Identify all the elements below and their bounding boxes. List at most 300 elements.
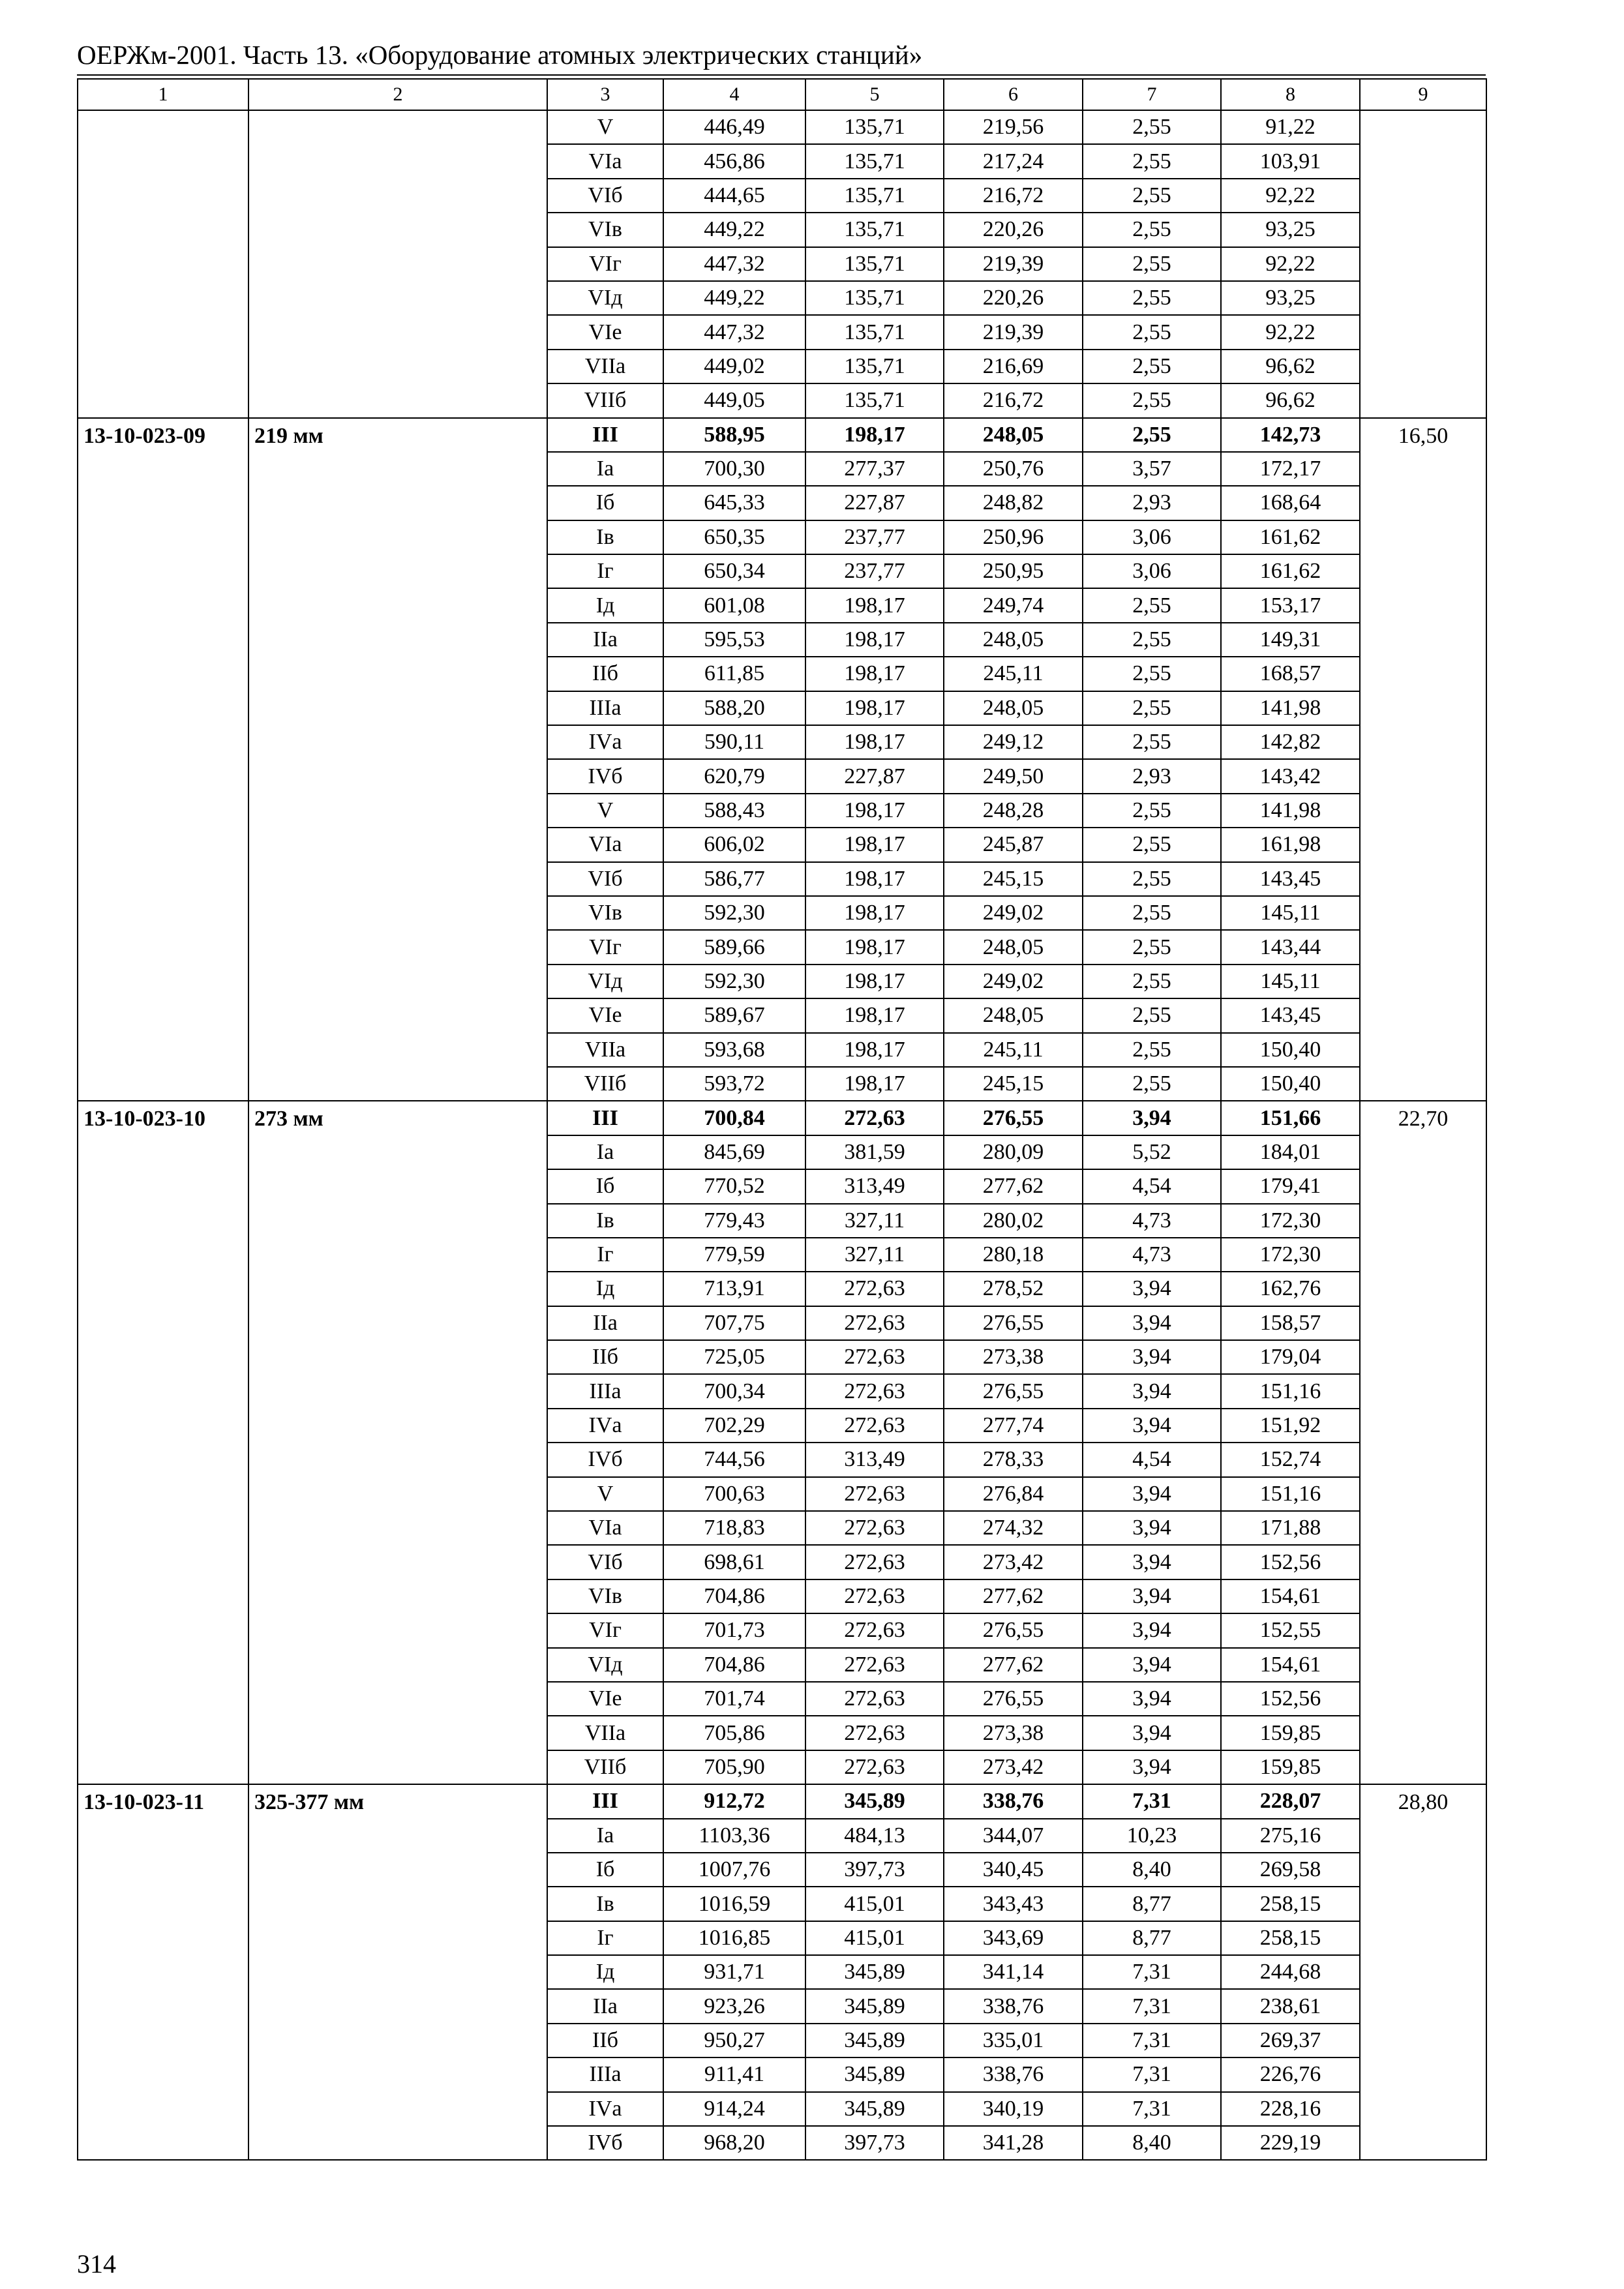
zone-cell: V xyxy=(547,110,663,144)
value-cell: 277,62 xyxy=(944,1579,1083,1613)
value-cell: 415,01 xyxy=(805,1887,944,1921)
zone-cell: IIIа xyxy=(547,1374,663,1408)
value-cell: 1007,76 xyxy=(663,1853,805,1887)
value-cell: 700,84 xyxy=(663,1101,805,1135)
document-title: ОЕРЖм-2001. Часть 13. «Оборудование атомных электрических станций» xyxy=(77,40,923,70)
value-cell: 141,98 xyxy=(1221,691,1360,725)
zone-cell: VIа xyxy=(547,1511,663,1545)
value-cell: 2,55 xyxy=(1083,383,1221,417)
value-cell: 152,74 xyxy=(1221,1443,1360,1476)
value-cell: 950,27 xyxy=(663,2024,805,2057)
value-cell: 3,94 xyxy=(1083,1511,1221,1545)
value-cell: 1016,85 xyxy=(663,1921,805,1955)
value-cell: 219,56 xyxy=(944,110,1083,144)
value-cell: 345,89 xyxy=(805,2057,944,2091)
zone-cell: VIIа xyxy=(547,350,663,383)
value-cell: 779,43 xyxy=(663,1204,805,1238)
header-rule-thick xyxy=(77,74,1486,76)
value-cell: 245,15 xyxy=(944,1067,1083,1101)
value-cell: 2,55 xyxy=(1083,281,1221,315)
value-cell: 345,89 xyxy=(805,2024,944,2057)
value-cell: 704,86 xyxy=(663,1579,805,1613)
item-name-cell: 219 мм xyxy=(248,418,547,1101)
value-cell: 145,11 xyxy=(1221,896,1360,930)
value-cell: 92,22 xyxy=(1221,179,1360,213)
value-cell: 159,85 xyxy=(1221,1716,1360,1750)
value-cell: 725,05 xyxy=(663,1340,805,1374)
value-cell: 238,61 xyxy=(1221,1989,1360,2023)
value-cell: 340,19 xyxy=(944,2092,1083,2126)
zone-cell: VIг xyxy=(547,1613,663,1647)
value-cell: 237,77 xyxy=(805,554,944,588)
value-cell: 272,63 xyxy=(805,1716,944,1750)
value-cell: 713,91 xyxy=(663,1272,805,1306)
value-cell: 248,05 xyxy=(944,623,1083,657)
value-cell: 198,17 xyxy=(805,1067,944,1101)
value-cell: 92,22 xyxy=(1221,315,1360,349)
value-cell: 8,40 xyxy=(1083,1853,1221,1887)
value-cell: 327,11 xyxy=(805,1238,944,1272)
value-cell: 345,89 xyxy=(805,1989,944,2023)
value-cell: 588,43 xyxy=(663,794,805,828)
zone-cell: Iа xyxy=(547,452,663,486)
value-cell: 172,17 xyxy=(1221,452,1360,486)
zone-cell: Iг xyxy=(547,1921,663,1955)
value-cell: 447,32 xyxy=(663,315,805,349)
value-cell: 198,17 xyxy=(805,725,944,759)
value-cell: 272,63 xyxy=(805,1272,944,1306)
value-cell: 96,62 xyxy=(1221,383,1360,417)
column-number: 3 xyxy=(547,79,663,110)
column-number: 5 xyxy=(805,79,944,110)
col9-cell xyxy=(1360,110,1486,418)
value-cell: 152,56 xyxy=(1221,1545,1360,1579)
value-cell: 93,25 xyxy=(1221,281,1360,315)
table-row xyxy=(78,1101,1486,1135)
zone-cell: VIд xyxy=(547,965,663,998)
value-cell: 2,55 xyxy=(1083,350,1221,383)
table-row xyxy=(78,110,1486,144)
value-cell: 227,87 xyxy=(805,759,944,793)
value-cell: 216,72 xyxy=(944,179,1083,213)
zone-cell: VIг xyxy=(547,930,663,964)
value-cell: 2,55 xyxy=(1083,657,1221,691)
value-cell: 335,01 xyxy=(944,2024,1083,2057)
value-cell: 198,17 xyxy=(805,691,944,725)
value-cell: 245,87 xyxy=(944,828,1083,861)
value-cell: 3,94 xyxy=(1083,1579,1221,1613)
value-cell: 135,71 xyxy=(805,350,944,383)
zone-cell: IIа xyxy=(547,1989,663,2023)
value-cell: 456,86 xyxy=(663,144,805,178)
item-code-cell: 13-10-023-10 xyxy=(78,1101,248,1784)
value-cell: 702,29 xyxy=(663,1409,805,1443)
zone-cell: Iб xyxy=(547,1169,663,1203)
value-cell: 2,55 xyxy=(1083,144,1221,178)
value-cell: 276,55 xyxy=(944,1682,1083,1716)
value-cell: 276,55 xyxy=(944,1306,1083,1340)
value-cell: 249,50 xyxy=(944,759,1083,793)
value-cell: 278,33 xyxy=(944,1443,1083,1476)
value-cell: 10,23 xyxy=(1083,1819,1221,1853)
value-cell: 198,17 xyxy=(805,828,944,861)
item-code-cell xyxy=(78,110,248,418)
value-cell: 198,17 xyxy=(805,588,944,622)
value-cell: 7,31 xyxy=(1083,1784,1221,1818)
zone-cell: VIб xyxy=(547,1545,663,1579)
zone-cell: VIе xyxy=(547,998,663,1032)
column-number: 4 xyxy=(663,79,805,110)
value-cell: 2,55 xyxy=(1083,179,1221,213)
value-cell: 484,13 xyxy=(805,1819,944,1853)
column-number: 9 xyxy=(1360,79,1486,110)
value-cell: 272,63 xyxy=(805,1579,944,1613)
value-cell: 220,26 xyxy=(944,213,1083,247)
value-cell: 589,67 xyxy=(663,998,805,1032)
zone-cell: IIа xyxy=(547,1306,663,1340)
value-cell: 3,57 xyxy=(1083,452,1221,486)
value-cell: 3,94 xyxy=(1083,1101,1221,1135)
value-cell: 272,63 xyxy=(805,1750,944,1784)
value-cell: 276,84 xyxy=(944,1477,1083,1511)
value-cell: 103,91 xyxy=(1221,144,1360,178)
value-cell: 338,76 xyxy=(944,1784,1083,1818)
value-cell: 4,54 xyxy=(1083,1443,1221,1476)
value-cell: 611,85 xyxy=(663,657,805,691)
value-cell: 272,63 xyxy=(805,1340,944,1374)
value-cell: 344,07 xyxy=(944,1819,1083,1853)
table-row xyxy=(78,1784,1486,1818)
item-code-cell: 13-10-023-11 xyxy=(78,1784,248,2160)
value-cell: 248,05 xyxy=(944,930,1083,964)
value-cell: 272,63 xyxy=(805,1511,944,1545)
value-cell: 313,49 xyxy=(805,1169,944,1203)
value-cell: 397,73 xyxy=(805,2126,944,2160)
value-cell: 229,19 xyxy=(1221,2126,1360,2160)
value-cell: 345,89 xyxy=(805,2092,944,2126)
value-cell: 159,85 xyxy=(1221,1750,1360,1784)
value-cell: 198,17 xyxy=(805,623,944,657)
value-cell: 272,63 xyxy=(805,1374,944,1408)
page-header xyxy=(77,38,1486,79)
col9-cell: 22,70 xyxy=(1360,1101,1486,1784)
table-row xyxy=(78,418,1486,452)
value-cell: 227,87 xyxy=(805,486,944,520)
value-cell: 3,94 xyxy=(1083,1682,1221,1716)
value-cell: 3,94 xyxy=(1083,1272,1221,1306)
value-cell: 592,30 xyxy=(663,896,805,930)
value-cell: 345,89 xyxy=(805,1955,944,1989)
zone-cell: V xyxy=(547,794,663,828)
value-cell: 2,93 xyxy=(1083,759,1221,793)
value-cell: 276,55 xyxy=(944,1613,1083,1647)
value-cell: 168,57 xyxy=(1221,657,1360,691)
zone-cell: IVб xyxy=(547,2126,663,2160)
zone-cell: VIIб xyxy=(547,383,663,417)
value-cell: 248,05 xyxy=(944,418,1083,452)
value-cell: 277,74 xyxy=(944,1409,1083,1443)
value-cell: 198,17 xyxy=(805,657,944,691)
value-cell: 744,56 xyxy=(663,1443,805,1476)
zone-cell: VIIа xyxy=(547,1033,663,1067)
value-cell: 272,63 xyxy=(805,1409,944,1443)
value-cell: 273,38 xyxy=(944,1340,1083,1374)
value-cell: 154,61 xyxy=(1221,1579,1360,1613)
value-cell: 226,76 xyxy=(1221,2057,1360,2091)
value-cell: 151,92 xyxy=(1221,1409,1360,1443)
value-cell: 2,55 xyxy=(1083,691,1221,725)
value-cell: 151,66 xyxy=(1221,1101,1360,1135)
value-cell: 276,55 xyxy=(944,1374,1083,1408)
value-cell: 3,06 xyxy=(1083,554,1221,588)
value-cell: 5,52 xyxy=(1083,1135,1221,1169)
value-cell: 590,11 xyxy=(663,725,805,759)
value-cell: 2,55 xyxy=(1083,213,1221,247)
value-cell: 135,71 xyxy=(805,247,944,281)
value-cell: 2,55 xyxy=(1083,623,1221,657)
value-cell: 3,06 xyxy=(1083,520,1221,554)
value-cell: 258,15 xyxy=(1221,1921,1360,1955)
value-cell: 449,22 xyxy=(663,281,805,315)
value-cell: 198,17 xyxy=(805,418,944,452)
value-cell: 449,05 xyxy=(663,383,805,417)
value-cell: 4,73 xyxy=(1083,1204,1221,1238)
value-cell: 216,72 xyxy=(944,383,1083,417)
value-cell: 2,55 xyxy=(1083,998,1221,1032)
value-cell: 135,71 xyxy=(805,213,944,247)
value-cell: 2,55 xyxy=(1083,110,1221,144)
value-cell: 269,58 xyxy=(1221,1853,1360,1887)
value-cell: 1103,36 xyxy=(663,1819,805,1853)
value-cell: 338,76 xyxy=(944,1989,1083,2023)
zone-cell: Iв xyxy=(547,1887,663,1921)
value-cell: 92,22 xyxy=(1221,247,1360,281)
zone-cell: Iб xyxy=(547,1853,663,1887)
value-cell: 249,02 xyxy=(944,896,1083,930)
value-cell: 161,98 xyxy=(1221,828,1360,861)
value-cell: 149,31 xyxy=(1221,623,1360,657)
value-cell: 779,59 xyxy=(663,1238,805,1272)
value-cell: 968,20 xyxy=(663,2126,805,2160)
value-cell: 3,94 xyxy=(1083,1613,1221,1647)
value-cell: 278,52 xyxy=(944,1272,1083,1306)
zone-cell: III xyxy=(547,1101,663,1135)
value-cell: 3,94 xyxy=(1083,1648,1221,1682)
value-cell: 249,74 xyxy=(944,588,1083,622)
zone-cell: VIIб xyxy=(547,1750,663,1784)
value-cell: 277,37 xyxy=(805,452,944,486)
value-cell: 172,30 xyxy=(1221,1238,1360,1272)
value-cell: 153,17 xyxy=(1221,588,1360,622)
column-number: 7 xyxy=(1083,79,1221,110)
zone-cell: III xyxy=(547,418,663,452)
value-cell: 272,63 xyxy=(805,1101,944,1135)
value-cell: 143,45 xyxy=(1221,998,1360,1032)
column-number: 1 xyxy=(78,79,248,110)
value-cell: 341,14 xyxy=(944,1955,1083,1989)
value-cell: 381,59 xyxy=(805,1135,944,1169)
value-cell: 620,79 xyxy=(663,759,805,793)
value-cell: 272,63 xyxy=(805,1545,944,1579)
value-cell: 650,34 xyxy=(663,554,805,588)
value-cell: 219,39 xyxy=(944,315,1083,349)
value-cell: 343,69 xyxy=(944,1921,1083,1955)
value-cell: 198,17 xyxy=(805,998,944,1032)
zone-cell: VIг xyxy=(547,247,663,281)
zone-cell: VIа xyxy=(547,144,663,178)
col9-cell: 28,80 xyxy=(1360,1784,1486,2160)
zone-cell: VIв xyxy=(547,896,663,930)
value-cell: 700,30 xyxy=(663,452,805,486)
value-cell: 248,82 xyxy=(944,486,1083,520)
zone-cell: IIб xyxy=(547,1340,663,1374)
value-cell: 135,71 xyxy=(805,315,944,349)
value-cell: 7,31 xyxy=(1083,2024,1221,2057)
value-cell: 3,94 xyxy=(1083,1374,1221,1408)
value-cell: 650,35 xyxy=(663,520,805,554)
value-cell: 447,32 xyxy=(663,247,805,281)
value-cell: 198,17 xyxy=(805,1033,944,1067)
value-cell: 248,05 xyxy=(944,998,1083,1032)
value-cell: 705,86 xyxy=(663,1716,805,1750)
value-cell: 135,71 xyxy=(805,144,944,178)
value-cell: 141,98 xyxy=(1221,794,1360,828)
value-cell: 93,25 xyxy=(1221,213,1360,247)
value-cell: 397,73 xyxy=(805,1853,944,1887)
value-cell: 273,42 xyxy=(944,1750,1083,1784)
value-cell: 588,95 xyxy=(663,418,805,452)
value-cell: 589,66 xyxy=(663,930,805,964)
value-cell: 1016,59 xyxy=(663,1887,805,1921)
value-cell: 313,49 xyxy=(805,1443,944,1476)
value-cell: 179,41 xyxy=(1221,1169,1360,1203)
zone-cell: VIб xyxy=(547,179,663,213)
zone-cell: VIд xyxy=(547,1648,663,1682)
value-cell: 216,69 xyxy=(944,350,1083,383)
value-cell: 338,76 xyxy=(944,2057,1083,2091)
value-cell: 343,43 xyxy=(944,1887,1083,1921)
zone-cell: Iа xyxy=(547,1135,663,1169)
value-cell: 143,44 xyxy=(1221,930,1360,964)
value-cell: 3,94 xyxy=(1083,1340,1221,1374)
value-cell: 592,30 xyxy=(663,965,805,998)
value-cell: 911,41 xyxy=(663,2057,805,2091)
zone-cell: Iд xyxy=(547,588,663,622)
column-number: 2 xyxy=(248,79,547,110)
zone-cell: VIв xyxy=(547,213,663,247)
value-cell: 2,55 xyxy=(1083,315,1221,349)
value-cell: 704,86 xyxy=(663,1648,805,1682)
zone-cell: VIIа xyxy=(547,1716,663,1750)
value-cell: 586,77 xyxy=(663,862,805,896)
value-cell: 135,71 xyxy=(805,281,944,315)
value-cell: 269,37 xyxy=(1221,2024,1360,2057)
value-cell: 705,90 xyxy=(663,1750,805,1784)
value-cell: 7,31 xyxy=(1083,1989,1221,2023)
value-cell: 184,01 xyxy=(1221,1135,1360,1169)
value-cell: 150,40 xyxy=(1221,1067,1360,1101)
value-cell: 7,31 xyxy=(1083,2057,1221,2091)
value-cell: 327,11 xyxy=(805,1204,944,1238)
zone-cell: VIв xyxy=(547,1579,663,1613)
zone-cell: IIIа xyxy=(547,691,663,725)
item-name-cell xyxy=(248,110,547,418)
value-cell: 220,26 xyxy=(944,281,1083,315)
value-cell: 701,74 xyxy=(663,1682,805,1716)
value-cell: 3,94 xyxy=(1083,1750,1221,1784)
value-cell: 162,76 xyxy=(1221,1272,1360,1306)
value-cell: 7,31 xyxy=(1083,2092,1221,2126)
value-cell: 2,55 xyxy=(1083,588,1221,622)
value-cell: 601,08 xyxy=(663,588,805,622)
zone-cell: Iв xyxy=(547,1204,663,1238)
value-cell: 248,28 xyxy=(944,794,1083,828)
zone-cell: Iг xyxy=(547,1238,663,1272)
value-cell: 914,24 xyxy=(663,2092,805,2126)
value-cell: 280,02 xyxy=(944,1204,1083,1238)
value-cell: 931,71 xyxy=(663,1955,805,1989)
zone-cell: IIб xyxy=(547,657,663,691)
value-cell: 3,94 xyxy=(1083,1716,1221,1750)
value-cell: 198,17 xyxy=(805,965,944,998)
value-cell: 142,82 xyxy=(1221,725,1360,759)
value-cell: 2,55 xyxy=(1083,828,1221,861)
value-cell: 701,73 xyxy=(663,1613,805,1647)
zone-cell: V xyxy=(547,1477,663,1511)
value-cell: 8,40 xyxy=(1083,2126,1221,2160)
value-cell: 340,45 xyxy=(944,1853,1083,1887)
value-cell: 2,55 xyxy=(1083,418,1221,452)
value-cell: 273,42 xyxy=(944,1545,1083,1579)
value-cell: 198,17 xyxy=(805,930,944,964)
value-cell: 258,15 xyxy=(1221,1887,1360,1921)
value-cell: 272,63 xyxy=(805,1648,944,1682)
value-cell: 273,38 xyxy=(944,1716,1083,1750)
value-cell: 198,17 xyxy=(805,896,944,930)
value-cell: 198,17 xyxy=(805,794,944,828)
column-number: 6 xyxy=(944,79,1083,110)
value-cell: 718,83 xyxy=(663,1511,805,1545)
value-cell: 276,55 xyxy=(944,1101,1083,1135)
value-cell: 707,75 xyxy=(663,1306,805,1340)
value-cell: 272,63 xyxy=(805,1682,944,1716)
value-cell: 3,94 xyxy=(1083,1545,1221,1579)
value-cell: 3,94 xyxy=(1083,1477,1221,1511)
value-cell: 606,02 xyxy=(663,828,805,861)
item-name-cell: 325-377 мм xyxy=(248,1784,547,2160)
value-cell: 245,11 xyxy=(944,657,1083,691)
value-cell: 96,62 xyxy=(1221,350,1360,383)
column-numbers-row xyxy=(78,79,1486,110)
zone-cell: IVб xyxy=(547,759,663,793)
zone-cell: Iа xyxy=(547,1819,663,1853)
value-cell: 8,77 xyxy=(1083,1887,1221,1921)
value-cell: 152,56 xyxy=(1221,1682,1360,1716)
value-cell: 2,55 xyxy=(1083,965,1221,998)
value-cell: 237,77 xyxy=(805,520,944,554)
value-cell: 272,63 xyxy=(805,1613,944,1647)
value-cell: 2,55 xyxy=(1083,725,1221,759)
item-code-cell: 13-10-023-09 xyxy=(78,418,248,1101)
value-cell: 228,16 xyxy=(1221,2092,1360,2126)
value-cell: 198,17 xyxy=(805,862,944,896)
value-cell: 158,57 xyxy=(1221,1306,1360,1340)
value-cell: 219,39 xyxy=(944,247,1083,281)
zone-cell: Iд xyxy=(547,1272,663,1306)
value-cell: 135,71 xyxy=(805,110,944,144)
value-cell: 7,31 xyxy=(1083,1955,1221,1989)
value-cell: 250,96 xyxy=(944,520,1083,554)
